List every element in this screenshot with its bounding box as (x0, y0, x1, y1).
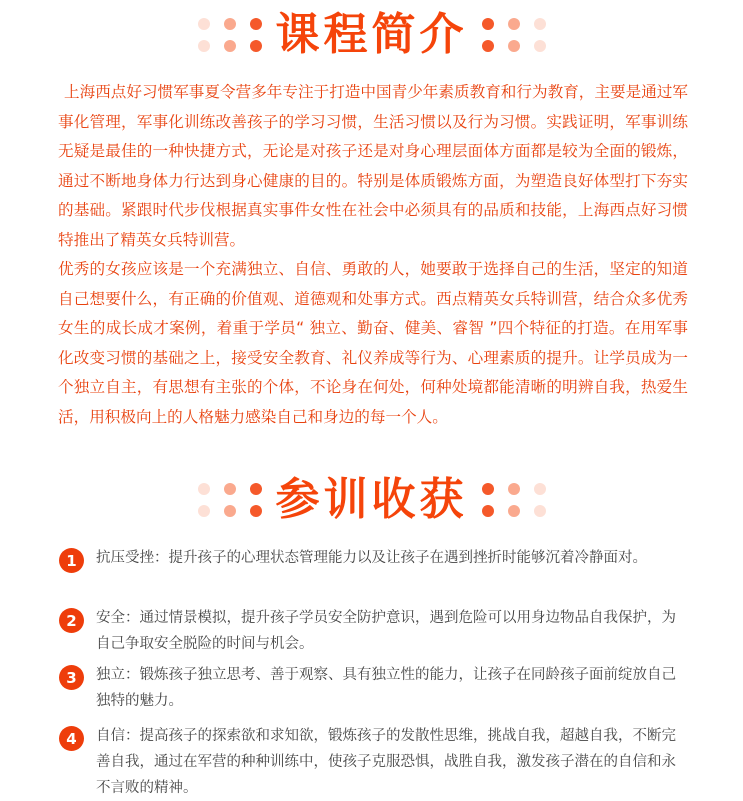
intro-paragraph-1: 上海西点好习惯军事夏令营多年专注于打造中国青少年素质教育和行为教育，主要是通过军事化管理，军事化训练改善孩子的学习习惯，生活习惯以及行为习惯。实践证明，军事训练无疑是最佳的一种快捷方式，无论是对孩子还是对身心理层面体方面都是较为全面的锻炼，通过不断地身体力行达到身心健康的目的。特别是体质锻炼方面，为塑造良好体型打下夯实的基础。紧跟时代步伐根据真实事件女性在社会中必须具有的品质和技能，上海西点好习惯特推出了精英女兵特训营。 (58, 83, 688, 249)
decorative-dots-right (482, 18, 546, 52)
course-intro-heading (0, 5, 743, 65)
decorative-dots-left (198, 483, 262, 517)
benefit-text: 安全：通过情景模拟，提升孩子学员安全防护意识，遇到危险可以用身边物品自我保护，为自己争取安全脱险的时间与机会。 (96, 610, 676, 652)
benefit-text: 自信：提高孩子的探索欲和求知欲，锻炼孩子的发散性思维，挑战自我，超越自我，不断完善自我，通过在军营的种种训练中，使孩子克服恐惧，战胜自我，激发孩子潜在的自信和永不言败的精神。 (96, 728, 676, 796)
training-gains-title: 参训收获 (275, 474, 468, 525)
number-badge: 3 (59, 665, 84, 690)
course-intro-body (58, 78, 688, 432)
number-badge: 2 (59, 608, 84, 633)
training-gains-heading (0, 470, 743, 530)
course-intro-title: 课程简介 (275, 9, 468, 60)
decorative-dots-right (482, 483, 546, 517)
benefit-item (59, 605, 689, 657)
benefit-text: 抗压受挫：提升孩子的心理状态管理能力以及让孩子在遇到挫折时能够沉着冷静面对。 (96, 550, 647, 566)
benefit-text: 独立：锻炼孩子独立思考、善于观察、具有独立性的能力，让孩子在同龄孩子面前绽放自己独特的魅力。 (96, 667, 676, 709)
intro-paragraph-2: 优秀的女孩应该是一个充满独立、自信、勇敢的人，她要敢于选择自己的生活，坚定的知道自己想要什么，有正确的价值观、道德观和处事方式。西点精英女兵特训营，结合众多优秀女生的成长成才案例，着重于学员“ 独立、勤奋、健美、睿智 ”四个特征的打造。在用军事化改变习惯的基础之上，接受安全教育、礼仪养成等行为、心理素质的提升。让学员成为一个独立自主，有思想有主张的个体，不论身在何处，何种处境都能清晰的明辨自我，热爱生活，用积极向上的人格魅力感染自己和身边的每一个人。 (58, 260, 688, 426)
benefit-item (59, 723, 689, 801)
decorative-dots-left (198, 18, 262, 52)
number-badge: 4 (59, 726, 84, 751)
benefit-item (59, 662, 689, 714)
benefit-item (59, 545, 689, 573)
number-badge: 1 (59, 548, 84, 573)
